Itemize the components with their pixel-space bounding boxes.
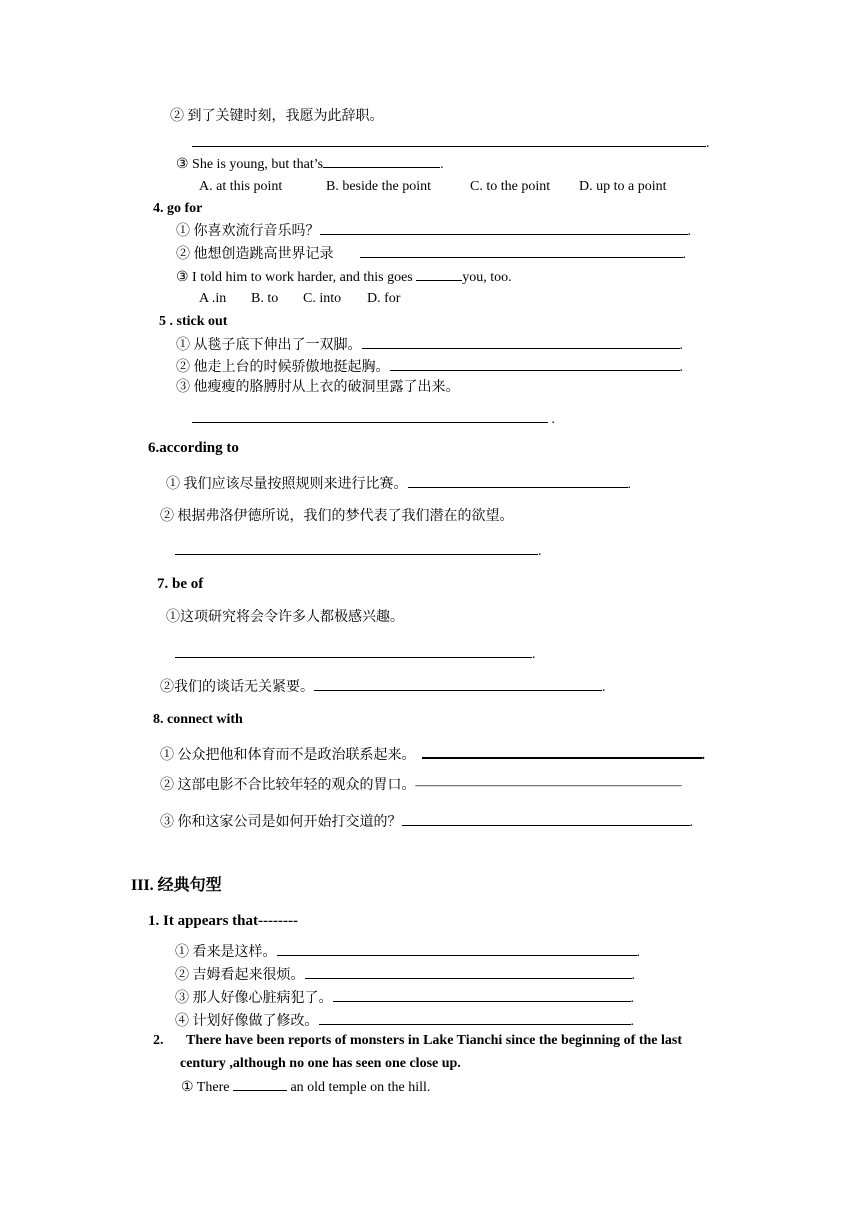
s5-q3-answer-line[interactable] bbox=[192, 409, 555, 429]
option-b[interactable]: B. to bbox=[251, 291, 279, 306]
s8-q2-text: ② 这部电影不合比较年轻的观众的胃口。 bbox=[160, 778, 416, 793]
option-a[interactable]: A. at this point bbox=[199, 179, 283, 194]
s6-q2: ② 根据弗洛伊德所说，我们的梦代表了我们潜在的欲望。 bbox=[160, 509, 514, 524]
s4-q2-text: ② 他想创造跳高世界记录 bbox=[176, 247, 334, 262]
s7-title: 7. be of bbox=[157, 576, 204, 592]
option-c[interactable]: C. to the point bbox=[470, 179, 551, 194]
s5-q2-text: ② 他走上台的时候骄傲地挺起胸。 bbox=[176, 360, 390, 375]
answer-blank[interactable] bbox=[408, 474, 628, 488]
s4-title: 4. go for bbox=[153, 201, 203, 216]
s2-options bbox=[199, 178, 667, 196]
period: . bbox=[631, 968, 635, 983]
period: . bbox=[627, 477, 631, 492]
s4-options bbox=[199, 290, 400, 308]
answer-blank[interactable] bbox=[402, 812, 690, 826]
answer-blank[interactable] bbox=[192, 409, 548, 423]
s6-title: 6.according to bbox=[148, 440, 239, 456]
answer-blank[interactable] bbox=[305, 965, 632, 979]
part3-t2-line2: century ,although no one has seen one close up. bbox=[180, 1056, 461, 1071]
period: . bbox=[630, 1014, 634, 1029]
s8-q1 bbox=[160, 744, 705, 765]
s5-q3: ③ 他瘦瘦的胳膊肘从上衣的破洞里露了出来。 bbox=[176, 380, 460, 395]
option-b[interactable]: B. beside the point bbox=[326, 179, 431, 194]
answer-blank[interactable] bbox=[390, 357, 680, 371]
part3-t1-q2 bbox=[175, 965, 635, 985]
s8-q3-text: ③ 你和这家公司是如何开始打交道的？ bbox=[160, 815, 402, 830]
part3-t1-q4 bbox=[175, 1011, 634, 1031]
period: . bbox=[701, 748, 705, 763]
option-c[interactable]: C. into bbox=[303, 291, 342, 306]
part3-t1-q1 bbox=[175, 942, 640, 962]
answer-blank[interactable] bbox=[323, 154, 440, 168]
period: . bbox=[687, 224, 691, 239]
s8-q2 bbox=[160, 777, 682, 795]
s5-q1 bbox=[176, 335, 683, 355]
part3-title: III. 经典句型 bbox=[131, 877, 222, 894]
s2-q3-text: ③ She is young, but that’s bbox=[176, 157, 324, 172]
answer-blank[interactable] bbox=[320, 221, 688, 235]
period: . bbox=[679, 338, 683, 353]
answer-blank[interactable] bbox=[175, 541, 538, 555]
s4-q1 bbox=[176, 221, 691, 241]
period: . bbox=[630, 991, 634, 1006]
period: . bbox=[440, 157, 444, 172]
answer-blank[interactable] bbox=[362, 335, 680, 349]
s8-q1-text: ① 公众把他和体育而不是政治联系起来。 bbox=[160, 748, 416, 763]
period: . bbox=[538, 544, 542, 559]
s5-q1-text: ① 从毯子底下伸出了一双脚。 bbox=[176, 338, 362, 353]
period: . bbox=[689, 815, 693, 830]
period: . bbox=[532, 647, 536, 662]
s4-q3-text: ③ I told him to work harder, and this goes bbox=[176, 270, 417, 285]
s7-q1: ①这项研究将会令许多人都极感兴趣。 bbox=[166, 610, 404, 625]
s6-q1 bbox=[166, 474, 631, 494]
answer-blank[interactable] bbox=[422, 744, 702, 759]
period: . bbox=[682, 247, 686, 262]
answer-blank[interactable] bbox=[319, 1011, 631, 1025]
s6-q1-text: ① 我们应该尽量按照规则来进行比赛。 bbox=[166, 477, 408, 492]
answer-blank[interactable] bbox=[360, 244, 683, 258]
part3-t1-q3 bbox=[175, 988, 634, 1008]
s7-q1-answer-line[interactable] bbox=[175, 644, 536, 664]
s8-title: 8. connect with bbox=[153, 712, 243, 727]
s8-q3 bbox=[160, 812, 693, 832]
part3-t2-line1: There have been reports of monsters in Lake Tianchi since the beginning of the last bbox=[186, 1033, 682, 1048]
part3-t1-q3-text: ③ 那人好像心脏病犯了。 bbox=[175, 991, 333, 1006]
period: . bbox=[636, 945, 640, 960]
period: . bbox=[548, 412, 555, 427]
answer-blank[interactable] bbox=[416, 267, 462, 281]
s4-q3 bbox=[176, 267, 512, 287]
part3-t1-q1-text: ① 看来是这样。 bbox=[175, 945, 277, 960]
s8-q2-dash-blank[interactable]: ——————————————————— bbox=[415, 778, 682, 793]
part3-t1-q4-text: ④ 计划好像做了修改。 bbox=[175, 1014, 319, 1029]
answer-blank[interactable] bbox=[277, 942, 637, 956]
s5-q2 bbox=[176, 357, 683, 377]
part3-t1-q2-text: ② 吉姆看起来很烦。 bbox=[175, 968, 305, 983]
s7-q2-text: ②我们的谈话无关紧要。 bbox=[160, 680, 314, 695]
answer-blank[interactable] bbox=[333, 988, 631, 1002]
s4-q2 bbox=[176, 244, 686, 264]
part3-t2-number: 2. bbox=[153, 1033, 164, 1048]
s5-title: 5 . stick out bbox=[159, 314, 228, 329]
part3-t2-q1-text-end: an old temple on the hill. bbox=[286, 1080, 431, 1095]
part3-t2-q1 bbox=[181, 1077, 430, 1097]
option-d[interactable]: D. up to a point bbox=[579, 179, 667, 194]
period: . bbox=[706, 136, 710, 151]
s6-q2-answer-line[interactable] bbox=[175, 541, 542, 561]
answer-blank[interactable] bbox=[175, 644, 532, 658]
answer-blank[interactable] bbox=[233, 1077, 287, 1091]
answer-blank[interactable] bbox=[314, 677, 602, 691]
option-a[interactable]: A .in bbox=[199, 291, 227, 306]
period: . bbox=[602, 680, 606, 695]
option-d[interactable]: D. for bbox=[367, 291, 401, 306]
s4-q1-text: ① 你喜欢流行音乐吗？ bbox=[176, 224, 320, 239]
period: . bbox=[679, 360, 683, 375]
part3-t1-title: 1. It appears that-------- bbox=[148, 913, 298, 929]
s2-q3 bbox=[176, 154, 444, 174]
s4-q3-text-end: you, too. bbox=[462, 270, 512, 285]
part3-t2-q1-text: ① There bbox=[181, 1080, 233, 1095]
answer-blank[interactable] bbox=[192, 133, 706, 147]
s2-q2: ② 到了关键时刻，我愿为此辞职。 bbox=[170, 109, 384, 124]
s7-q2 bbox=[160, 677, 606, 697]
s2-q2-answer-line[interactable] bbox=[192, 133, 710, 153]
